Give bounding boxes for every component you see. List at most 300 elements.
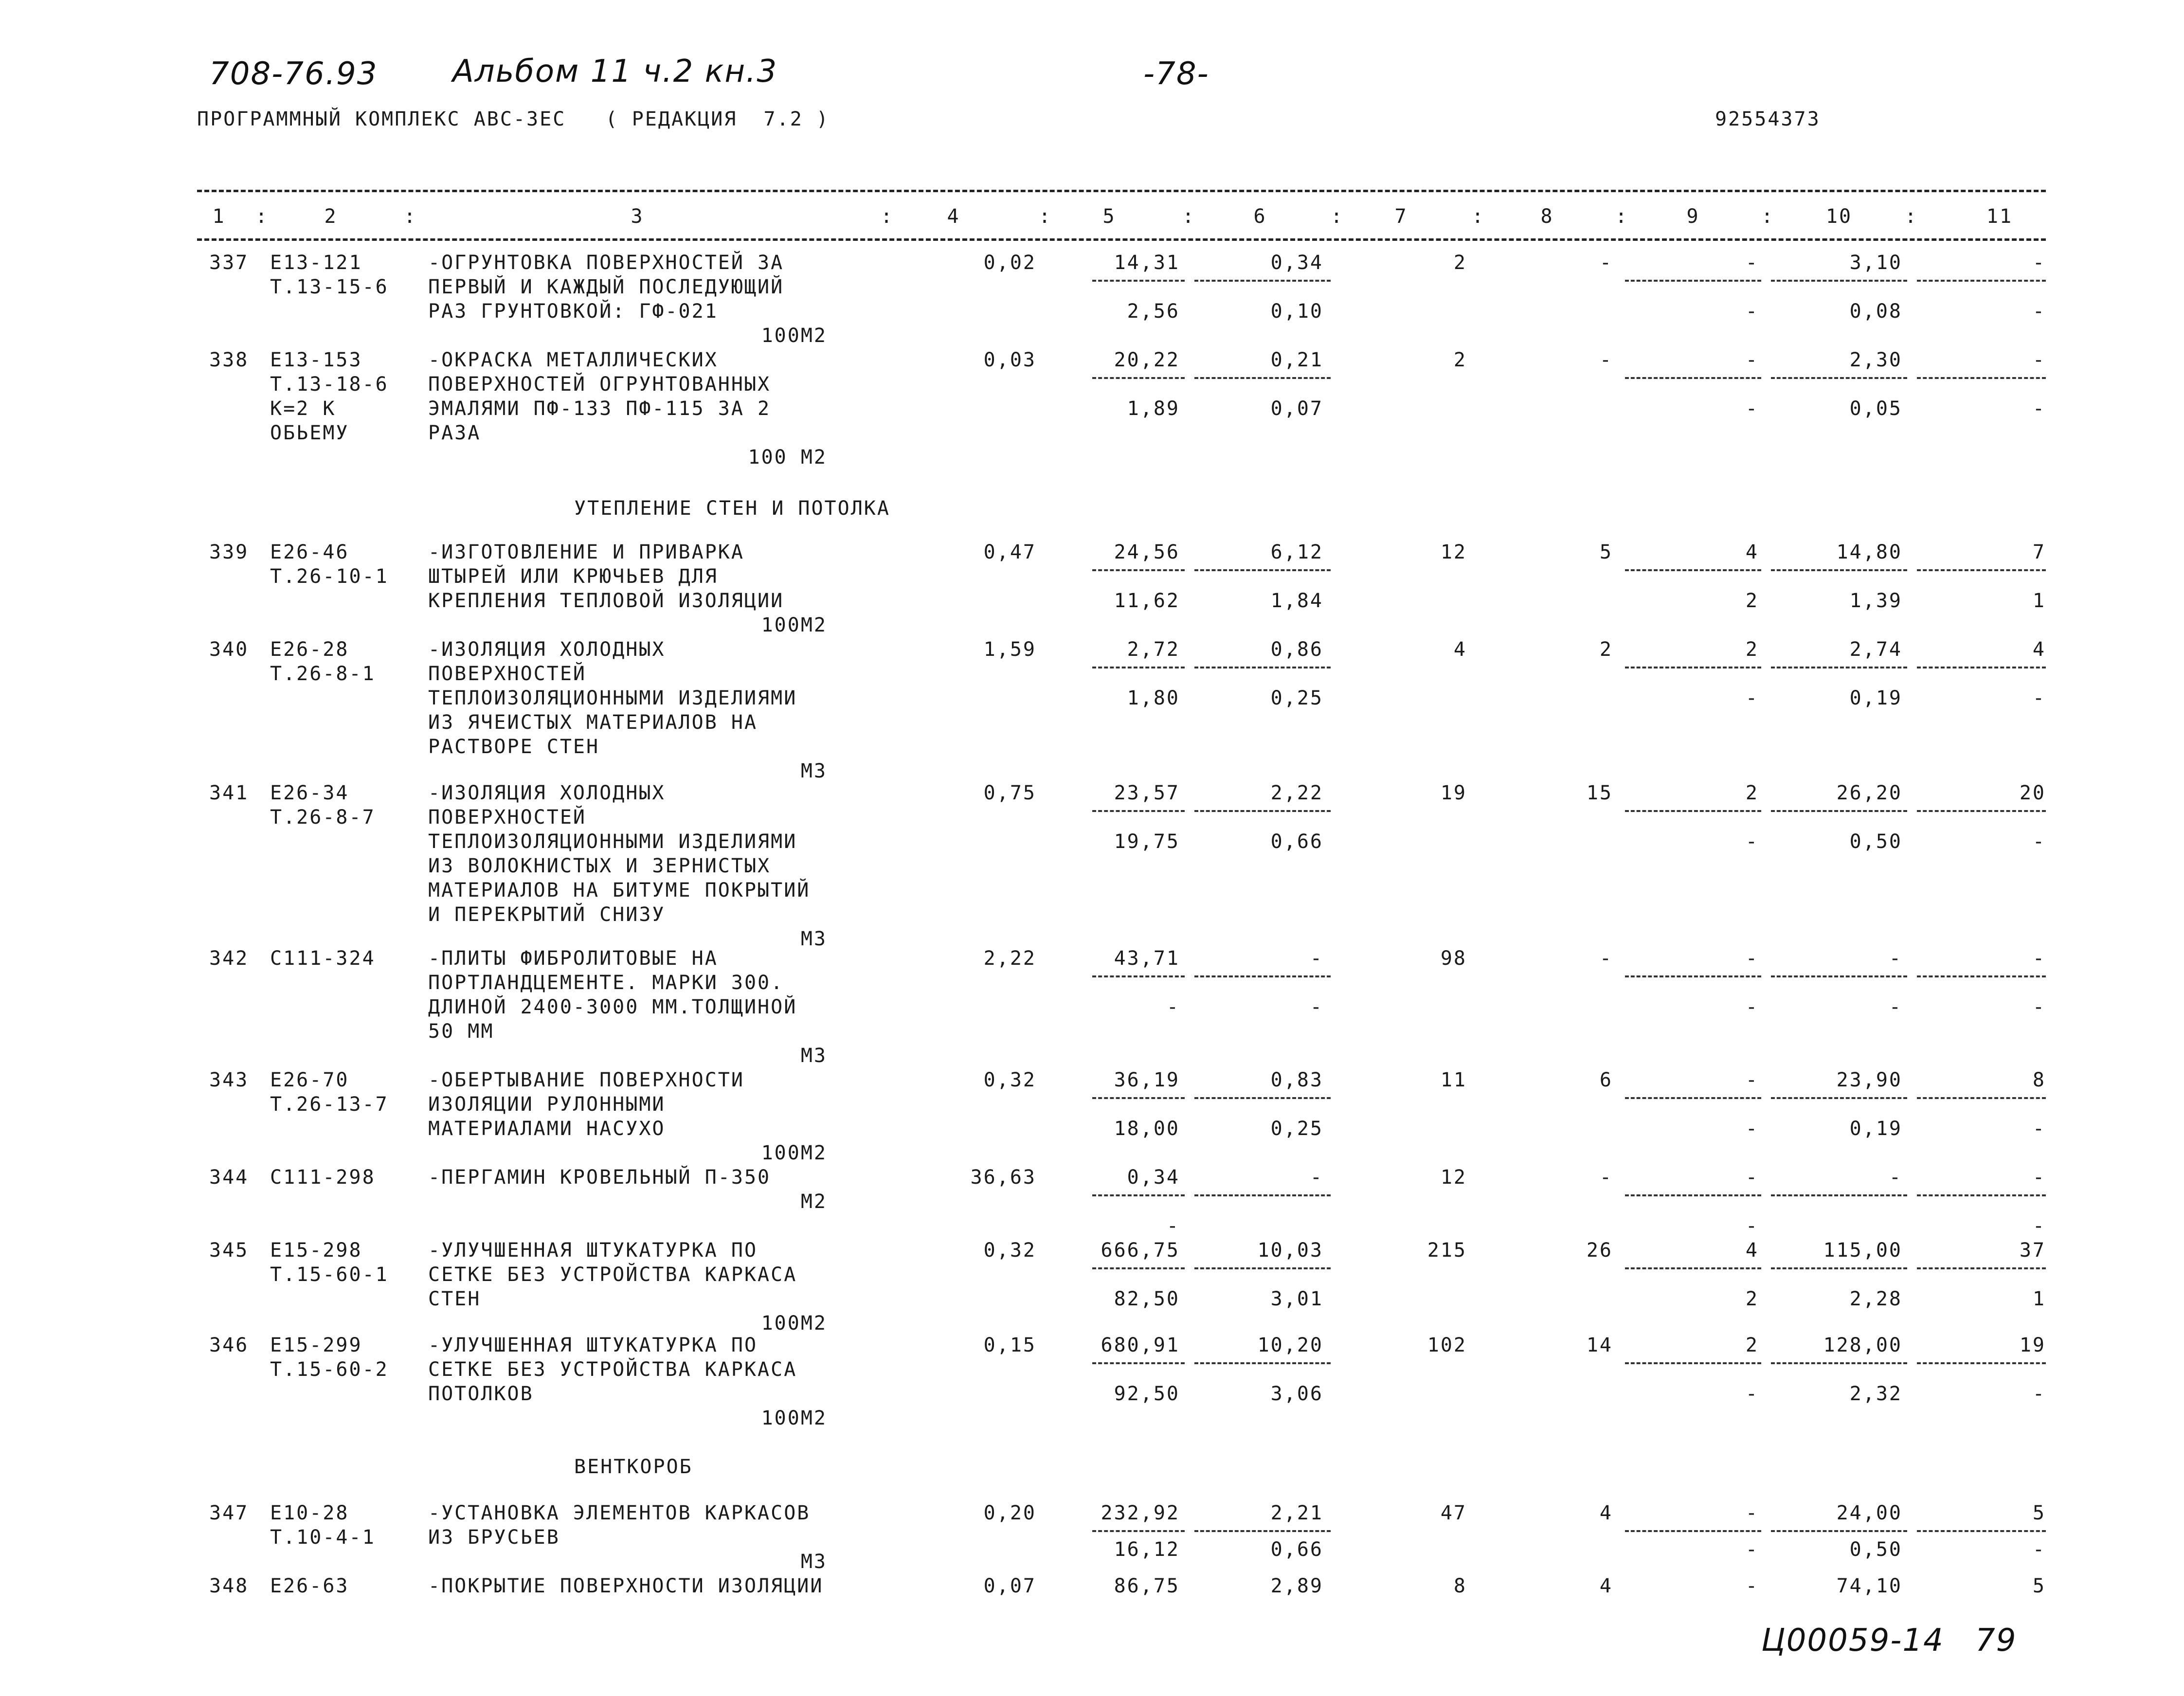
cell-col10-machine: - xyxy=(1889,996,1902,1018)
work-description: -УЛУЧШЕННАЯ ШТУКАТУРКА ПО xyxy=(428,1239,758,1262)
cell-col8-wage-total: 26 xyxy=(1586,1239,1613,1262)
cell-col9: - xyxy=(1745,1166,1759,1189)
cell-col11-machine: - xyxy=(2032,687,2046,709)
cell-col9: - xyxy=(1745,1575,1759,1597)
cell-col8-wage-total: - xyxy=(1599,1166,1613,1189)
value-separator xyxy=(1771,667,1907,668)
cell-col10: 2,74 xyxy=(1849,638,1902,661)
row-number: 346 xyxy=(209,1334,249,1356)
work-description: 50 ММ xyxy=(428,1020,494,1043)
cell-col9-machine: - xyxy=(1745,1538,1759,1561)
resource-code: Т.15-60-2 xyxy=(270,1358,389,1381)
cell-col6-unit-wage: 0,86 xyxy=(1270,638,1323,661)
cell-col11: 20 xyxy=(2019,782,2046,804)
value-separator xyxy=(1092,1267,1185,1269)
cell-col7-total: 2 xyxy=(1453,252,1467,274)
cell-col9-machine: - xyxy=(1745,1215,1759,1237)
column-separator: : xyxy=(255,205,269,228)
cell-col7-total: 12 xyxy=(1440,1166,1467,1189)
resource-code: Е13-153 xyxy=(270,349,362,371)
work-description: -ИЗОЛЯЦИЯ ХОЛОДНЫХ xyxy=(428,638,666,661)
cell-col10: 23,90 xyxy=(1836,1069,1902,1091)
section-title-insulation: УТЕПЛЕНИЕ СТЕН И ПОТОЛКА xyxy=(574,497,890,520)
resource-code: Т.13-18-6 xyxy=(270,373,389,396)
value-separator xyxy=(1092,377,1185,379)
cell-col10: 24,00 xyxy=(1836,1502,1902,1524)
cell-col6-machine: 1,84 xyxy=(1270,590,1323,612)
column-separator: : xyxy=(1331,205,1344,228)
cell-col5-unit-cost: 0,34 xyxy=(1127,1166,1180,1189)
cell-col8-wage-total: - xyxy=(1599,252,1613,274)
cell-col7-total: 8 xyxy=(1453,1575,1467,1597)
cell-col9: - xyxy=(1745,349,1759,371)
cell-col10: 74,10 xyxy=(1836,1575,1902,1597)
cell-col7-total: 19 xyxy=(1440,782,1467,804)
value-separator xyxy=(1917,280,2046,282)
cell-col10-machine: 0,05 xyxy=(1849,397,1902,420)
unit-of-measure: 100М2 xyxy=(761,614,827,636)
value-separator xyxy=(1625,377,1761,379)
value-separator xyxy=(1917,1267,2046,1269)
work-description: -ИЗОЛЯЦИЯ ХОЛОДНЫХ xyxy=(428,782,666,804)
row-number: 343 xyxy=(209,1069,249,1091)
resource-code: Е26-63 xyxy=(270,1575,349,1597)
work-description: ИЗ ЯЧЕИСТЫХ МАТЕРИАЛОВ НА xyxy=(428,711,758,734)
value-separator xyxy=(1092,1194,1185,1196)
column-header-8: 8 xyxy=(1540,205,1554,228)
row-number: 339 xyxy=(209,541,249,563)
value-separator xyxy=(1194,667,1331,668)
cell-col6-machine: 0,66 xyxy=(1270,830,1323,853)
cell-col5-machine: 1,89 xyxy=(1127,397,1180,420)
work-description: ПОВЕРХНОСТЕЙ xyxy=(428,806,586,829)
header-rule-bottom xyxy=(197,238,2046,241)
cell-col6-machine: 0,66 xyxy=(1270,1538,1323,1561)
cell-col9-machine: - xyxy=(1745,397,1759,420)
work-description: ТЕПЛОИЗОЛЯЦИОННЫМИ ИЗДЕЛИЯМИ xyxy=(428,687,797,709)
value-separator xyxy=(1092,569,1185,571)
value-separator xyxy=(1625,1267,1761,1269)
cell-col6-machine: 0,25 xyxy=(1270,687,1323,709)
cell-col6-unit-wage: - xyxy=(1310,1166,1323,1189)
cell-col8-wage-total: 15 xyxy=(1586,782,1613,804)
cell-col9: 4 xyxy=(1745,1239,1759,1262)
value-separator xyxy=(1194,810,1331,812)
cell-col9-machine: - xyxy=(1745,300,1759,323)
resource-code: Е26-70 xyxy=(270,1069,349,1091)
cell-col6-machine: - xyxy=(1310,996,1323,1018)
document-number: 92554373 xyxy=(1715,108,1821,130)
cell-col11-machine: - xyxy=(2032,1215,2046,1237)
work-description: -ОКРАСКА МЕТАЛЛИЧЕСКИХ xyxy=(428,349,718,371)
value-separator xyxy=(1771,1267,1907,1269)
work-description: ПОВЕРХНОСТЕЙ ОГРУНТОВАННЫХ xyxy=(428,373,771,396)
cell-col11-machine: - xyxy=(2032,300,2046,323)
cell-col5-machine: - xyxy=(1166,996,1180,1018)
value-separator xyxy=(1092,810,1185,812)
work-description: -ОГРУНТОВКА ПОВЕРХНОСТЕЙ ЗА xyxy=(428,252,784,274)
cell-col6-unit-wage: 2,22 xyxy=(1270,782,1323,804)
column-header-4: 4 xyxy=(947,205,960,228)
value-separator xyxy=(1771,975,1907,977)
column-separator: : xyxy=(881,205,894,228)
value-separator xyxy=(1194,1194,1331,1196)
work-description: -ПОКРЫТИЕ ПОВЕРХНОСТИ ИЗОЛЯЦИИ xyxy=(428,1575,824,1597)
cell-col6-machine: 0,10 xyxy=(1270,300,1323,323)
value-separator xyxy=(1625,975,1761,977)
header-rule-top xyxy=(197,190,2046,192)
cell-col9-machine: 2 xyxy=(1745,590,1759,612)
value-separator xyxy=(1194,280,1331,282)
cell-col9: 2 xyxy=(1745,1334,1759,1356)
cell-col9: 2 xyxy=(1745,782,1759,804)
cell-col8-wage-total: 2 xyxy=(1599,638,1613,661)
unit-of-measure: 100 М2 xyxy=(748,446,827,469)
section-title-ventboxes: ВЕНТКОРОБ xyxy=(574,1456,693,1478)
cell-col10-machine: 2,28 xyxy=(1849,1288,1902,1310)
cell-col11-machine: - xyxy=(2032,397,2046,420)
column-header-2: 2 xyxy=(324,205,338,228)
cell-col7-total: 215 xyxy=(1427,1239,1467,1262)
resource-code: К=2 К xyxy=(270,397,336,420)
resource-code: ОБЬЕМУ xyxy=(270,422,349,444)
work-description: ПОТОЛКОВ xyxy=(428,1383,534,1405)
work-description: СЕТКЕ БЕЗ УСТРОЙСТВА КАРКАСА xyxy=(428,1263,797,1286)
cell-col5-machine: - xyxy=(1166,1215,1180,1237)
column-separator: : xyxy=(1615,205,1629,228)
work-description: -ПЕРГАМИН КРОВЕЛЬНЫЙ П-350 xyxy=(428,1166,771,1189)
cell-col7-total: 102 xyxy=(1427,1334,1467,1356)
cell-col4-quantity: 0,75 xyxy=(983,782,1036,804)
value-separator xyxy=(1917,1194,2046,1196)
cell-col11-machine: - xyxy=(2032,1118,2046,1140)
value-separator xyxy=(1917,810,2046,812)
work-description: -ИЗГОТОВЛЕНИЕ И ПРИВАРКА xyxy=(428,541,744,563)
row-number: 342 xyxy=(209,947,249,970)
cell-col5-machine: 16,12 xyxy=(1114,1538,1180,1561)
album-code: 708-76.93 xyxy=(209,56,378,92)
column-header-6: 6 xyxy=(1253,205,1267,228)
cell-col4-quantity: 0,20 xyxy=(983,1502,1036,1524)
value-separator xyxy=(1194,1530,1331,1532)
work-description: СТЕН xyxy=(428,1288,481,1310)
cell-col9: 4 xyxy=(1745,541,1759,563)
cell-col4-quantity: 0,47 xyxy=(983,541,1036,563)
resource-code: Т.26-13-7 xyxy=(270,1093,389,1116)
cell-col5-unit-cost: 24,56 xyxy=(1114,541,1180,563)
value-separator xyxy=(1917,1097,2046,1099)
cell-col11: 4 xyxy=(2032,638,2046,661)
column-header-1: 1 xyxy=(212,205,226,228)
value-separator xyxy=(1625,280,1761,282)
cell-col11: - xyxy=(2032,1166,2046,1189)
work-description: ШТЫРЕЙ ИЛИ КРЮЧЬЕВ ДЛЯ xyxy=(428,565,718,588)
cell-col6-machine: 0,25 xyxy=(1270,1118,1323,1140)
column-header-10: 10 xyxy=(1825,205,1853,228)
archive-stamp: Ц00059-14 xyxy=(1761,1623,1944,1659)
value-separator xyxy=(1771,280,1907,282)
column-separator: : xyxy=(404,205,417,228)
cell-col5-machine: 1,80 xyxy=(1127,687,1180,709)
resource-code: Е10-28 xyxy=(270,1502,349,1524)
cell-col5-machine: 18,00 xyxy=(1114,1118,1180,1140)
album-title: Альбом 11 ч.2 кн.3 xyxy=(452,54,778,90)
cell-col5-unit-cost: 20,22 xyxy=(1114,349,1180,371)
cell-col4-quantity: 2,22 xyxy=(983,947,1036,970)
cell-col6-unit-wage: 2,89 xyxy=(1270,1575,1323,1597)
column-header-3: 3 xyxy=(631,205,644,228)
cell-col7-total: 12 xyxy=(1440,541,1467,563)
value-separator xyxy=(1917,1530,2046,1532)
cell-col6-unit-wage: 6,12 xyxy=(1270,541,1323,563)
cell-col5-machine: 11,62 xyxy=(1114,590,1180,612)
cell-col4-quantity: 0,32 xyxy=(983,1239,1036,1262)
cell-col5-unit-cost: 680,91 xyxy=(1101,1334,1180,1356)
cell-col6-unit-wage: 2,21 xyxy=(1270,1502,1323,1524)
cell-col9: 2 xyxy=(1745,638,1759,661)
cell-col5-unit-cost: 86,75 xyxy=(1114,1575,1180,1597)
unit-of-measure: 100М2 xyxy=(761,1407,827,1429)
resource-code: Е15-298 xyxy=(270,1239,362,1262)
work-description: ТЕПЛОИЗОЛЯЦИОННЫМИ ИЗДЕЛИЯМИ xyxy=(428,830,797,853)
resource-code: Т.26-8-1 xyxy=(270,663,376,685)
column-header-11: 11 xyxy=(1986,205,2013,228)
cell-col8-wage-total: 14 xyxy=(1586,1334,1613,1356)
work-description: -ПЛИТЫ ФИБРОЛИТОВЫЕ НА xyxy=(428,947,718,970)
cell-col10: - xyxy=(1889,1166,1902,1189)
value-separator xyxy=(1625,1362,1761,1364)
value-separator xyxy=(1917,1362,2046,1364)
resource-code: Т.15-60-1 xyxy=(270,1263,389,1286)
cell-col11: - xyxy=(2032,252,2046,274)
value-separator xyxy=(1771,569,1907,571)
row-number: 337 xyxy=(209,252,249,274)
value-separator xyxy=(1771,1362,1907,1364)
cell-col5-machine: 92,50 xyxy=(1114,1383,1180,1405)
cell-col11: - xyxy=(2032,349,2046,371)
value-separator xyxy=(1625,1097,1761,1099)
work-description: КРЕПЛЕНИЯ ТЕПЛОВОЙ ИЗОЛЯЦИИ xyxy=(428,590,784,612)
cell-col6-unit-wage: 10,20 xyxy=(1257,1334,1323,1356)
cell-col9: - xyxy=(1745,252,1759,274)
cell-col11: - xyxy=(2032,947,2046,970)
column-separator: : xyxy=(1472,205,1485,228)
value-separator xyxy=(1194,1097,1331,1099)
work-description: ПОВЕРХНОСТЕЙ xyxy=(428,663,586,685)
cell-col6-unit-wage: 10,03 xyxy=(1257,1239,1323,1262)
column-header-5: 5 xyxy=(1102,205,1116,228)
row-number: 340 xyxy=(209,638,249,661)
cell-col6-unit-wage: 0,21 xyxy=(1270,349,1323,371)
column-separator: : xyxy=(1905,205,1918,228)
cell-col8-wage-total: 5 xyxy=(1599,541,1613,563)
work-description: СЕТКЕ БЕЗ УСТРОЙСТВА КАРКАСА xyxy=(428,1358,797,1381)
value-separator xyxy=(1771,810,1907,812)
cell-col9: - xyxy=(1745,947,1759,970)
value-separator xyxy=(1194,1267,1331,1269)
cell-col10-machine: 1,39 xyxy=(1849,590,1902,612)
cell-col7-total: 2 xyxy=(1453,349,1467,371)
work-description: РАЗ ГРУНТОВКОЙ: ГФ-021 xyxy=(428,300,718,323)
cell-col10-machine: 0,19 xyxy=(1849,1118,1902,1140)
resource-code: Е15-299 xyxy=(270,1334,362,1356)
cell-col5-unit-cost: 14,31 xyxy=(1114,252,1180,274)
cell-col4-quantity: 36,63 xyxy=(970,1166,1036,1189)
cell-col6-machine: 3,01 xyxy=(1270,1288,1323,1310)
cell-col11-machine: - xyxy=(2032,1383,2046,1405)
value-separator xyxy=(1092,280,1185,282)
cell-col11-machine: - xyxy=(2032,1538,2046,1561)
cell-col11-machine: - xyxy=(2032,996,2046,1018)
value-separator xyxy=(1625,569,1761,571)
resource-code: С111-324 xyxy=(270,947,376,970)
work-description: МАТЕРИАЛАМИ НАСУХО xyxy=(428,1118,666,1140)
resource-code: Е26-46 xyxy=(270,541,349,563)
work-description: ИЗОЛЯЦИИ РУЛОННЫМИ xyxy=(428,1093,666,1116)
value-separator xyxy=(1092,975,1185,977)
cell-col11-machine: 1 xyxy=(2032,1288,2046,1310)
cell-col8-wage-total: - xyxy=(1599,947,1613,970)
work-description: И ПЕРЕКРЫТИЙ СНИЗУ xyxy=(428,903,666,926)
unit-of-measure: 100М2 xyxy=(761,325,827,347)
cell-col10: - xyxy=(1889,947,1902,970)
cell-col9-machine: - xyxy=(1745,830,1759,853)
work-description: ПОРТЛАНДЦЕМЕНТЕ. МАРКИ 300. xyxy=(428,972,784,994)
work-description: РАСТВОРЕ СТЕН xyxy=(428,736,600,758)
cell-col10: 3,10 xyxy=(1849,252,1902,274)
cell-col4-quantity: 0,07 xyxy=(983,1575,1036,1597)
cell-col9-machine: - xyxy=(1745,687,1759,709)
cell-col5-machine: 2,56 xyxy=(1127,300,1180,323)
row-number: 341 xyxy=(209,782,249,804)
value-separator xyxy=(1771,1097,1907,1099)
cell-col5-unit-cost: 2,72 xyxy=(1127,638,1180,661)
work-description: ИЗ БРУСЬЕВ xyxy=(428,1526,560,1549)
cell-col9-machine: - xyxy=(1745,996,1759,1018)
cell-col4-quantity: 0,15 xyxy=(983,1334,1036,1356)
cell-col5-machine: 82,50 xyxy=(1114,1288,1180,1310)
work-description: ДЛИНОЙ 2400-3000 ММ.ТОЛЩИНОЙ xyxy=(428,996,797,1018)
cell-col10: 14,80 xyxy=(1836,541,1902,563)
cell-col10: 115,00 xyxy=(1823,1239,1902,1262)
cell-col7-total: 4 xyxy=(1453,638,1467,661)
cell-col4-quantity: 1,59 xyxy=(983,638,1036,661)
value-separator xyxy=(1625,1194,1761,1196)
value-separator xyxy=(1194,377,1331,379)
cell-col9-machine: - xyxy=(1745,1383,1759,1405)
value-separator xyxy=(1625,1530,1761,1532)
cell-col8-wage-total: 4 xyxy=(1599,1575,1613,1597)
work-description: ИЗ ВОЛОКНИСТЫХ И ЗЕРНИСТЫХ xyxy=(428,855,771,877)
row-number: 345 xyxy=(209,1239,249,1262)
cell-col9: - xyxy=(1745,1502,1759,1524)
work-description: МАТЕРИАЛОВ НА БИТУМЕ ПОКРЫТИЙ xyxy=(428,879,811,902)
cell-col11: 37 xyxy=(2019,1239,2046,1262)
cell-col11-machine: - xyxy=(2032,830,2046,853)
cell-col5-machine: 19,75 xyxy=(1114,830,1180,853)
program-title: ПРОГРАММНЫЙ КОМПЛЕКС АВС-ЗЕС ( РЕДАКЦИЯ 7.2 ) xyxy=(197,108,830,130)
cell-col4-quantity: 0,32 xyxy=(983,1069,1036,1091)
cell-col11: 5 xyxy=(2032,1575,2046,1597)
cell-col10-machine: 0,50 xyxy=(1849,830,1902,853)
cell-col6-unit-wage: - xyxy=(1310,947,1323,970)
unit-of-measure: М2 xyxy=(800,1191,827,1213)
resource-code: Т.26-10-1 xyxy=(270,565,389,588)
value-separator xyxy=(1771,1530,1907,1532)
column-separator: : xyxy=(1039,205,1052,228)
cell-col10-machine: 2,32 xyxy=(1849,1383,1902,1405)
value-separator xyxy=(1194,1362,1331,1364)
cell-col8-wage-total: - xyxy=(1599,349,1613,371)
row-number: 347 xyxy=(209,1502,249,1524)
unit-of-measure: М3 xyxy=(800,1045,827,1067)
cell-col6-machine: 3,06 xyxy=(1270,1383,1323,1405)
cell-col8-wage-total: 4 xyxy=(1599,1502,1613,1524)
column-separator: : xyxy=(1182,205,1196,228)
cell-col5-unit-cost: 43,71 xyxy=(1114,947,1180,970)
cell-col11: 7 xyxy=(2032,541,2046,563)
value-separator xyxy=(1092,667,1185,668)
value-separator xyxy=(1194,569,1331,571)
resource-code: Т.10-4-1 xyxy=(270,1526,376,1549)
resource-code: Е13-121 xyxy=(270,252,362,274)
value-separator xyxy=(1625,667,1761,668)
value-separator xyxy=(1625,810,1761,812)
cell-col10: 128,00 xyxy=(1823,1334,1902,1356)
cell-col4-quantity: 0,02 xyxy=(983,252,1036,274)
value-separator xyxy=(1092,1530,1185,1532)
cell-col5-unit-cost: 36,19 xyxy=(1114,1069,1180,1091)
value-separator xyxy=(1917,667,2046,668)
cell-col11: 8 xyxy=(2032,1069,2046,1091)
unit-of-measure: 100М2 xyxy=(761,1142,827,1164)
unit-of-measure: М3 xyxy=(800,760,827,782)
value-separator xyxy=(1771,1194,1907,1196)
cell-col10: 2,30 xyxy=(1849,349,1902,371)
work-description: РАЗА xyxy=(428,422,481,444)
row-number: 344 xyxy=(209,1166,249,1189)
cell-col10-machine: 0,50 xyxy=(1849,1538,1902,1561)
sheet-number: 79 xyxy=(1975,1623,2017,1659)
resource-code: Е26-28 xyxy=(270,638,349,661)
value-separator xyxy=(1092,1097,1185,1099)
value-separator xyxy=(1092,1362,1185,1364)
cell-col8-wage-total: 6 xyxy=(1599,1069,1613,1091)
cell-col10-machine: 0,19 xyxy=(1849,687,1902,709)
value-separator xyxy=(1917,377,2046,379)
row-number: 338 xyxy=(209,349,249,371)
value-separator xyxy=(1194,975,1331,977)
cell-col10: 26,20 xyxy=(1836,782,1902,804)
cell-col5-unit-cost: 666,75 xyxy=(1101,1239,1180,1262)
unit-of-measure: М3 xyxy=(800,1551,827,1573)
work-description: ПЕРВЫЙ И КАЖДЫЙ ПОСЛЕДУЮЩИЙ xyxy=(428,276,784,298)
column-header-9: 9 xyxy=(1686,205,1700,228)
cell-col9: - xyxy=(1745,1069,1759,1091)
cell-col7-total: 98 xyxy=(1440,947,1467,970)
unit-of-measure: 100М2 xyxy=(761,1312,827,1335)
cell-col6-unit-wage: 0,83 xyxy=(1270,1069,1323,1091)
work-description: -УСТАНОВКА ЭЛЕМЕНТОВ КАРКАСОВ xyxy=(428,1502,811,1524)
cell-col11: 5 xyxy=(2032,1502,2046,1524)
unit-of-measure: М3 xyxy=(800,928,827,950)
cell-col11: 19 xyxy=(2019,1334,2046,1356)
cell-col6-unit-wage: 0,34 xyxy=(1270,252,1323,274)
cell-col10-machine: 0,08 xyxy=(1849,300,1902,323)
row-number: 348 xyxy=(209,1575,249,1597)
work-description: -УЛУЧШЕННАЯ ШТУКАТУРКА ПО xyxy=(428,1334,758,1356)
work-description: -ОБЕРТЫВАНИЕ ПОВЕРХНОСТИ xyxy=(428,1069,744,1091)
